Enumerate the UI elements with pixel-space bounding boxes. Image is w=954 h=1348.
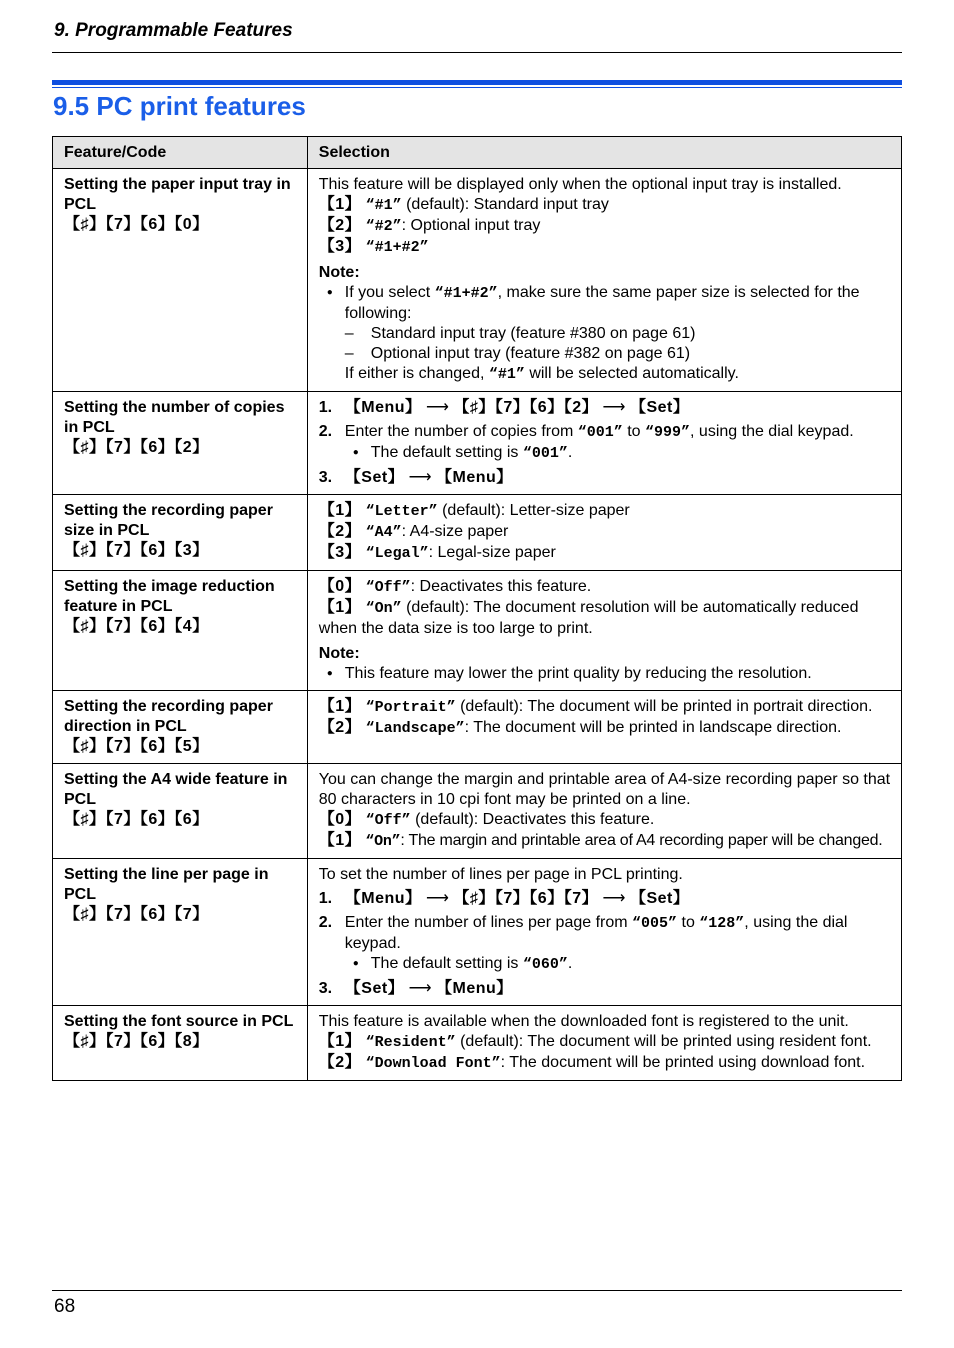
header-rule <box>52 52 902 53</box>
table-header-row <box>53 137 902 169</box>
feature-code: 【♯】【7】【6】【7】 <box>64 906 209 923</box>
step-1: 1. 【Menu】 ⟶ 【♯】【7】【6】【2】 ⟶ 【Set】 <box>318 399 690 416</box>
option-line <box>319 195 891 216</box>
selection-intro: This feature will be displayed only when the optional input tray is installed. <box>318 176 842 193</box>
option-value: “#2” <box>365 218 402 235</box>
selection-cell <box>307 495 901 571</box>
arrow-icon: ⟶ <box>426 890 449 907</box>
option-desc: (default): Standard input tray <box>401 196 609 213</box>
feature-name: Setting the image reduction feature in PCL <box>64 578 275 615</box>
step-2: 2. Enter the number of copies from “001” to “999”, using the dial keypad. ● The default setting is “001”. <box>319 422 891 464</box>
selection-cell <box>307 1006 901 1081</box>
step-2: 2. Enter the number of lines per page from “005” to “128”, using the dial keypad. ● The default setting is “060”. <box>319 913 891 975</box>
option-line: 【2】 “Download Font”: The document will be printed using download font. <box>318 1054 866 1072</box>
feature-cell <box>53 691 308 764</box>
option-line: 【0】 “Off” (default): Deactivates this feature. <box>318 811 655 829</box>
selection-cell <box>307 691 901 764</box>
note-label: Note: <box>318 264 360 281</box>
table-row <box>53 764 902 859</box>
selection-cell <box>307 571 901 691</box>
table-row <box>53 392 902 495</box>
step-bullet: ● The default setting is “060”. <box>345 954 891 975</box>
section-bar-thin <box>52 87 902 88</box>
arrow-icon: ⟶ <box>408 980 432 997</box>
note-label: Note: <box>318 645 360 662</box>
table-row <box>53 691 902 764</box>
step-1: 1. 【Menu】 ⟶ 【♯】【7】【6】【7】 ⟶ 【Set】 <box>318 890 690 907</box>
note-bullet: ● If you select “#1+#2”, make sure the same paper size is selected for the following: <box>319 283 891 324</box>
arrow-icon: ⟶ <box>602 890 626 907</box>
selection-intro: This feature is available when the downloaded font is registered to the unit. <box>318 1013 849 1030</box>
option-value: “#1+#2” <box>365 239 429 256</box>
feature-name: Setting the recording paper size in PCL <box>64 502 273 539</box>
option-value: “#1” <box>365 197 402 214</box>
option-line: 【3】 “Legal”: Legal-size paper <box>318 544 556 562</box>
feature-cell <box>53 571 308 691</box>
feature-cell <box>53 764 308 859</box>
option-line: 【1】 “Resident” (default): The document will be printed using resident font. <box>318 1033 872 1051</box>
step-bullet: ● The default setting is “001”. <box>345 443 891 464</box>
selection-intro: You can change the margin and printable area of A4-size recording paper so that 80 characters in 10 cpi font may be printed on a line. <box>318 771 891 808</box>
note-bullet: ● This feature may lower the print quality by reducing the resolution. <box>319 664 891 684</box>
feature-code: 【♯】【7】【6】【5】 <box>64 738 209 755</box>
feature-cell <box>53 169 308 392</box>
feature-name: Setting the A4 wide feature in PCL <box>64 771 288 808</box>
option-key: 【1】 <box>318 196 362 213</box>
header-selection: Selection <box>307 137 901 169</box>
feature-name: Setting the font source in PCL <box>64 1013 294 1030</box>
feature-code: 【♯】【7】【6】【0】 <box>64 216 209 233</box>
arrow-icon: ⟶ <box>602 399 626 416</box>
selection-cell <box>307 764 901 859</box>
feature-name: Setting the paper input tray in PCL <box>64 176 291 213</box>
selection-cell <box>307 859 901 1006</box>
option-desc: : Optional input tray <box>401 217 541 234</box>
table-row <box>53 571 902 691</box>
option-line <box>319 237 891 258</box>
note-value: “#1” <box>488 366 525 383</box>
option-line: 【0】 “Off”: Deactivates this feature. <box>318 578 592 596</box>
feature-name: Setting the number of copies in PCL <box>64 399 285 436</box>
option-line <box>319 216 891 237</box>
table-row <box>53 859 902 1006</box>
note-tail: If either is changed, “#1” will be selected automatically. <box>344 365 739 383</box>
header-feature-code: Feature/Code <box>53 137 308 169</box>
option-key: 【2】 <box>318 217 362 234</box>
note-value: “#1+#2” <box>434 285 498 302</box>
table-row <box>53 1006 902 1081</box>
step-3: 3. 【Set】 ⟶ 【Menu】 <box>318 980 513 997</box>
section-title: 9.5 PC print features <box>53 91 306 121</box>
table-row <box>53 169 902 392</box>
feature-code: 【♯】【7】【6】【3】 <box>64 542 209 559</box>
feature-cell <box>53 495 308 571</box>
option-line: 【1】 “Letter” (default): Letter-size paper <box>318 502 630 520</box>
option-line: 【1】 “On” (default): The document resolution will be automatically reduced when the data size is too large to print. <box>318 599 859 637</box>
step-3: 3. 【Set】 ⟶ 【Menu】 <box>318 469 513 486</box>
feature-name: Setting the line per page in PCL <box>64 866 269 903</box>
feature-name: Setting the recording paper direction in PCL <box>64 698 273 735</box>
arrow-icon: ⟶ <box>426 399 449 416</box>
chapter-title: 9. Programmable Features <box>54 20 293 41</box>
feature-cell <box>53 1006 308 1081</box>
feature-code: 【♯】【7】【6】【8】 <box>64 1033 209 1050</box>
selection-cell <box>307 169 901 392</box>
option-line: 【2】 “Landscape”: The document will be printed in landscape direction. <box>318 719 842 737</box>
selection-intro: To set the number of lines per page in PCL printing. <box>318 866 683 883</box>
feature-code: 【♯】【7】【6】【6】 <box>64 811 209 828</box>
arrow-icon: ⟶ <box>408 469 432 486</box>
feature-cell <box>53 392 308 495</box>
footer-rule <box>52 1290 902 1291</box>
feature-cell <box>53 859 308 1006</box>
table-row <box>53 495 902 571</box>
note-dash-item: – Optional input tray (feature #382 on page 61) <box>319 344 891 364</box>
section-bar <box>52 80 902 85</box>
page-number: 68 <box>54 1296 76 1317</box>
option-line: 【1】 “Portrait” (default): The document will be printed in portrait direction. <box>318 698 873 716</box>
feature-code: 【♯】【7】【6】【2】 <box>64 439 209 456</box>
features-table <box>52 136 902 1081</box>
option-key: 【3】 <box>318 238 362 255</box>
selection-cell <box>307 392 901 495</box>
note-dash-item: – Standard input tray (feature #380 on page 61) <box>319 324 891 344</box>
option-line: 【1】 “On”: The margin and printable area of A4 recording paper will be changed. <box>318 832 883 850</box>
feature-code: 【♯】【7】【6】【4】 <box>64 618 209 635</box>
option-line: 【2】 “A4”: A4-size paper <box>318 523 509 541</box>
